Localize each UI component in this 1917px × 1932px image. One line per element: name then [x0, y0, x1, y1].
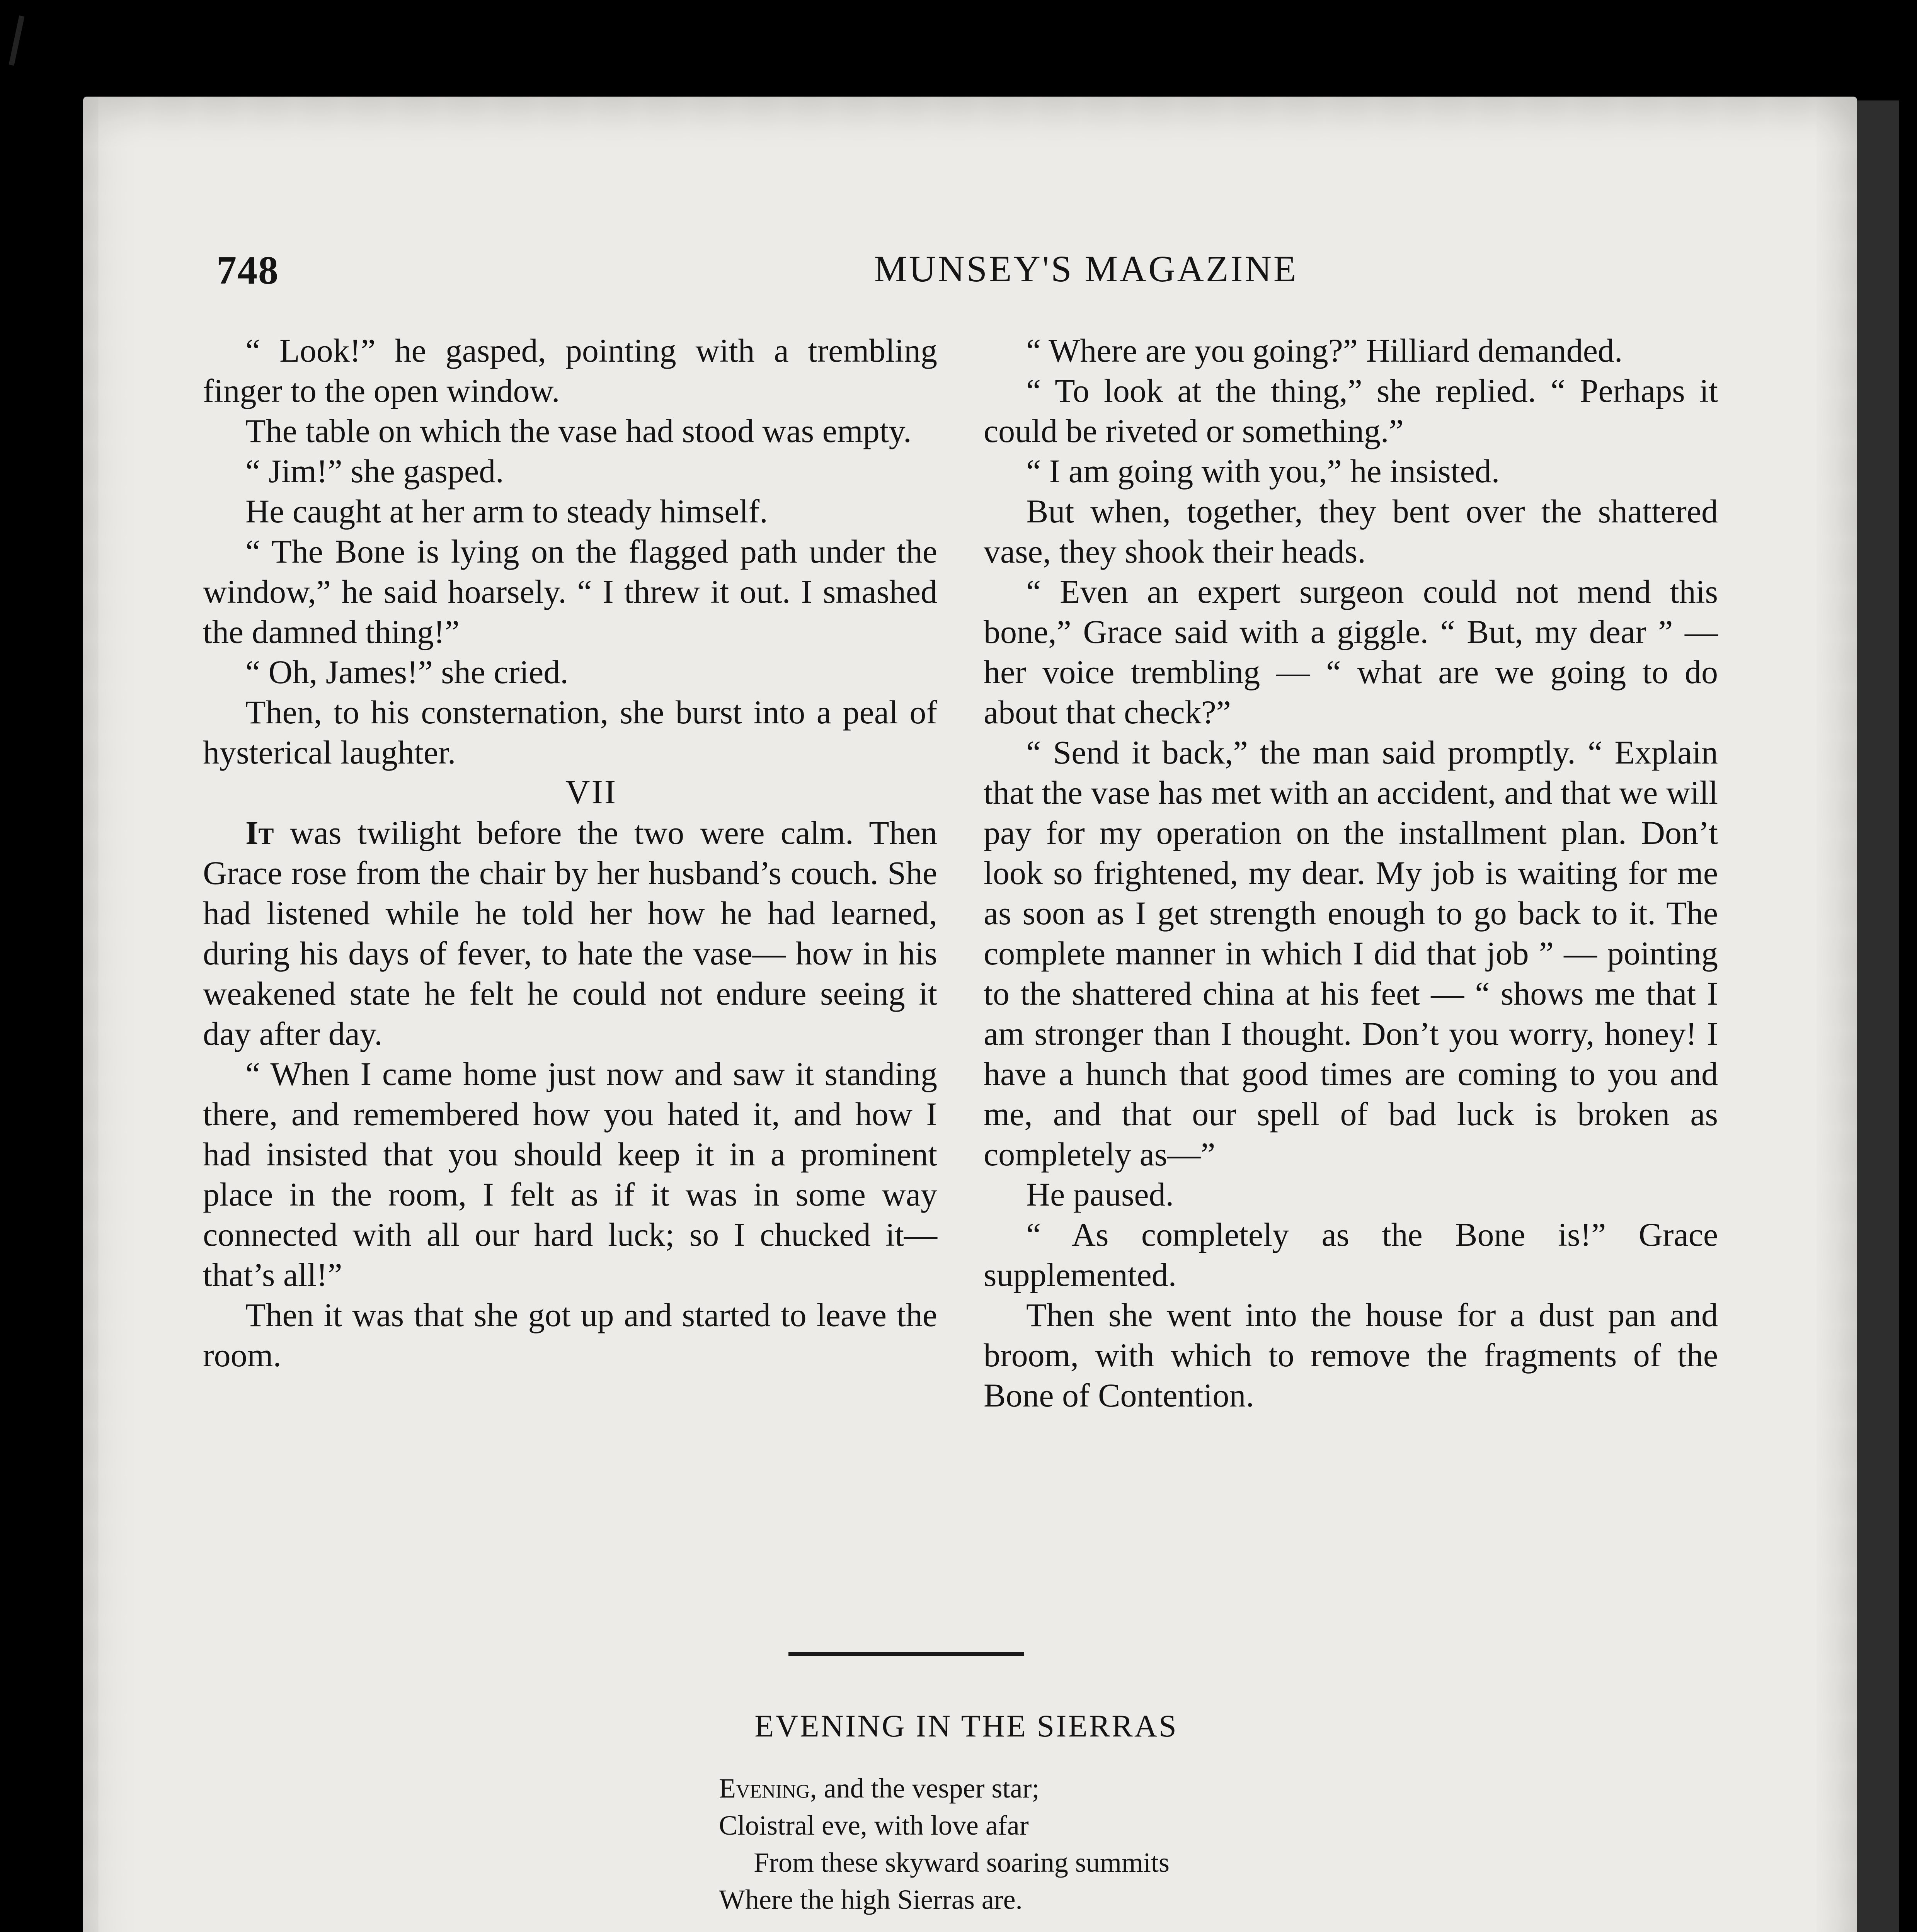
story-paragraph: “ To look at the thing,” she replied. “ Perhaps it could be riveted or something.”: [984, 372, 1718, 449]
poem-line-text: , and the vesper star;: [810, 1773, 1040, 1804]
page-number: 748: [216, 248, 279, 293]
story-column-right: [984, 330, 1718, 1415]
running-head: [216, 247, 1762, 305]
poem-first-word: Evening: [719, 1773, 810, 1804]
story-paragraph: He paused.: [1026, 1176, 1174, 1213]
story-paragraph: But when, together, they bent over the shattered vase, they shook their heads.: [984, 493, 1718, 570]
story-paragraph: “ Jim!” she gasped.: [245, 452, 504, 490]
story-paragraph: “ Oh, James!” she cried.: [245, 653, 569, 690]
story-paragraph: “ Send it back,” the man said promptly. “ Explain that the vase has met with an accident, and that we will pay for my operation on the installment plan. Don’t look so frightened, my dear. My job is waiting for me as soon as I get strength enough to go back to it. The complete manner in which I did that job ” — pointing to the shattered china at his feet — “ shows me that I am stronger than I thought. Don’t you worry, honey! I have a hunch that good times are coming to you and me, and that our spell of bad luck is broken as completely as—”: [984, 734, 1718, 1173]
story-paragraph: [203, 813, 937, 1054]
poem-title: EVENING IN THE SIERRAS: [754, 1708, 1178, 1743]
story-paragraph: “ As completely as the Bone is!” Grace supplemented.: [984, 1216, 1718, 1293]
section-number: VII: [565, 774, 618, 811]
paragraph-text: was twilight before the two were calm. Then Grace rose from the chair by her husband’s couch. She had listened while he told her how he had learned, during his days of fever, to hate the vase— how in his weakened state he felt he could not endure seeing it day after day.: [203, 814, 937, 1052]
story-paragraph: The table on which the vase had stood was empty.: [245, 412, 912, 449]
poem-line: [719, 1770, 1685, 1807]
story-paragraph: Then she went into the house for a dust pan and broom, with which to remove the fragments of the Bone of Contention.: [984, 1296, 1718, 1414]
story-paragraph: He caught at her arm to steady himself.: [245, 493, 768, 530]
story-column-left: [203, 330, 937, 1375]
adjacent-page-edge: [1851, 100, 1899, 1932]
story-paragraph: “ Look!” he gasped, pointing with a trembling finger to the open window.: [203, 332, 937, 409]
section-divider: [788, 1652, 1024, 1656]
story-paragraph: Then it was that she got up and started to leave the room.: [203, 1296, 937, 1374]
story-paragraph: “ When I came home just now and saw it standing there, and remembered how you hated it, and how I had insisted that you should keep it in a prominent place in the room, I felt as if it was in some way connected with all our hard luck; so I chucked it—that’s all!”: [203, 1055, 937, 1293]
poem-line: Where the high Sierras are.: [719, 1884, 1023, 1915]
story-paragraph: “ I am going with you,” he insisted.: [1026, 452, 1500, 490]
poem-line: From these skyward soaring summits: [754, 1847, 1170, 1878]
poem-body: [719, 1770, 1685, 1932]
story-paragraph: “ The Bone is lying on the flagged path under the window,” he said hoarsely. “ I threw it out. I smashed the damned thing!”: [203, 533, 937, 650]
poem-stanza: [719, 1770, 1685, 1918]
drop-word: It: [245, 814, 274, 851]
poem-line: Cloistral eve, with love afar: [719, 1810, 1029, 1841]
story-paragraph: “ Even an expert surgeon could not mend this bone,” Grace said with a giggle. “ But, my dear ” — her voice trembling — “ what are we going to do about that check?”: [984, 573, 1718, 731]
story-paragraph: Then, to his consternation, she burst into a peal of hysterical laughter.: [203, 694, 937, 771]
story-paragraph: “ Where are you going?” Hilliard demanded.: [1026, 332, 1623, 369]
magazine-title: MUNSEY'S MAGAZINE: [874, 248, 1298, 289]
